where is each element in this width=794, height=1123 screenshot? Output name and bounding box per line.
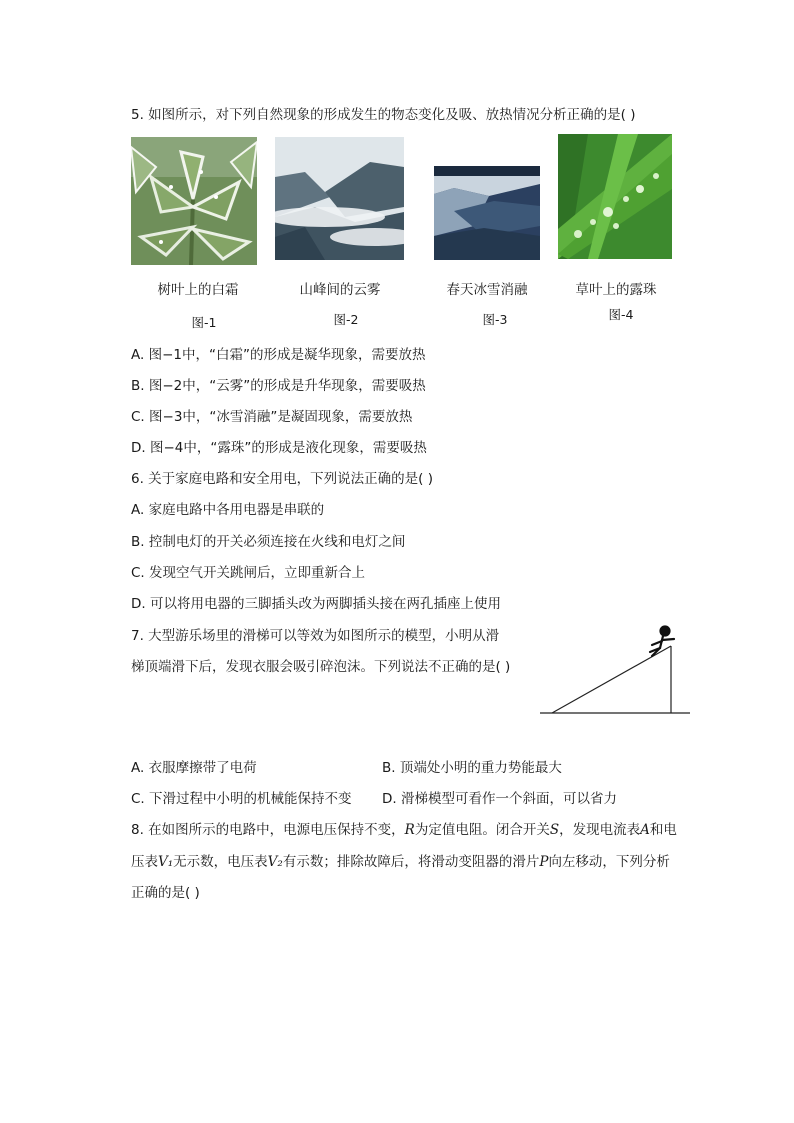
q5-option-a: A. 图−1中，“白霜”的形成是凝华现象，需要放热 [131, 347, 426, 363]
var-a: A [640, 822, 650, 838]
figure-label-4: 图-4 [608, 307, 634, 322]
dew-grass-photo [558, 134, 672, 259]
var-r: R [404, 822, 415, 838]
q7-stem-line1: 7. 大型游乐场里的滑梯可以等效为如图所示的模型，小明从滑 [131, 628, 500, 644]
q8-line2: 压表V₁无示数，电压表V₂有示数；排除故障后，将滑动变阻器的滑片P向左移动，下列分析 [131, 854, 670, 870]
q6-option-d: D. 可以将用电器的三脚插头改为两脚插头接在两孔插座上使用 [131, 596, 501, 612]
q7-option-b: B. 顶端处小明的重力势能最大 [382, 760, 562, 776]
q5-option-b: B. 图−2中，“云雾”的形成是升华现象，需要吸热 [131, 378, 426, 394]
q5-option-c: C. 图−3中，“冰雪消融”是凝固现象，需要放热 [131, 409, 413, 425]
caption-2: 山峰间的云雾 [299, 282, 381, 298]
figure-label-1: 图-1 [191, 315, 217, 330]
q7-option-c: C. 下滑过程中小明的机械能保持不变 [131, 791, 352, 807]
caption-3: 春天冰雪消融 [446, 282, 528, 298]
slide-diagram [540, 622, 692, 717]
melting-ice-photo [434, 166, 540, 260]
q8-line1: 8. 在如图所示的电路中，电源电压保持不变，R为定值电阻。闭合开关S，发现电流表A和电 [131, 822, 677, 838]
q6-option-b: B. 控制电灯的开关必须连接在火线和电灯之间 [131, 534, 406, 550]
q5-stem: 5. 如图所示，对下列自然现象的形成发生的物态变化及吸、放热情况分析正确的是( ) [131, 107, 636, 123]
var-v1: V₁ [158, 854, 174, 870]
q7-stem-line2: 梯顶端滑下后，发现衣服会吸引碎泡沫。下列说法不正确的是( ) [131, 659, 511, 675]
q5-option-d: D. 图−4中，“露珠”的形成是液化现象，需要吸热 [131, 440, 427, 456]
caption-1: 树叶上的白霜 [157, 282, 239, 298]
figure-label-2: 图-2 [333, 312, 359, 327]
q6-stem: 6. 关于家庭电路和安全用电，下列说法正确的是( ) [131, 471, 433, 487]
mountain-fog-photo [275, 137, 404, 260]
q6-option-a: A. 家庭电路中各用电器是串联的 [131, 502, 325, 518]
var-v2: V₂ [267, 854, 283, 870]
frost-leaves-photo [131, 137, 257, 265]
var-s: S [549, 822, 560, 838]
q6-option-c: C. 发现空气开关跳闸后，立即重新合上 [131, 565, 366, 581]
caption-4: 草叶上的露珠 [575, 282, 657, 298]
figure-label-3: 图-3 [482, 312, 508, 327]
var-p: P [539, 854, 549, 870]
q7-option-d: D. 滑梯模型可看作一个斜面，可以省力 [382, 791, 617, 807]
q8-line3: 正确的是( ) [131, 885, 200, 901]
q7-option-a: A. 衣服摩擦带了电荷 [131, 760, 257, 776]
